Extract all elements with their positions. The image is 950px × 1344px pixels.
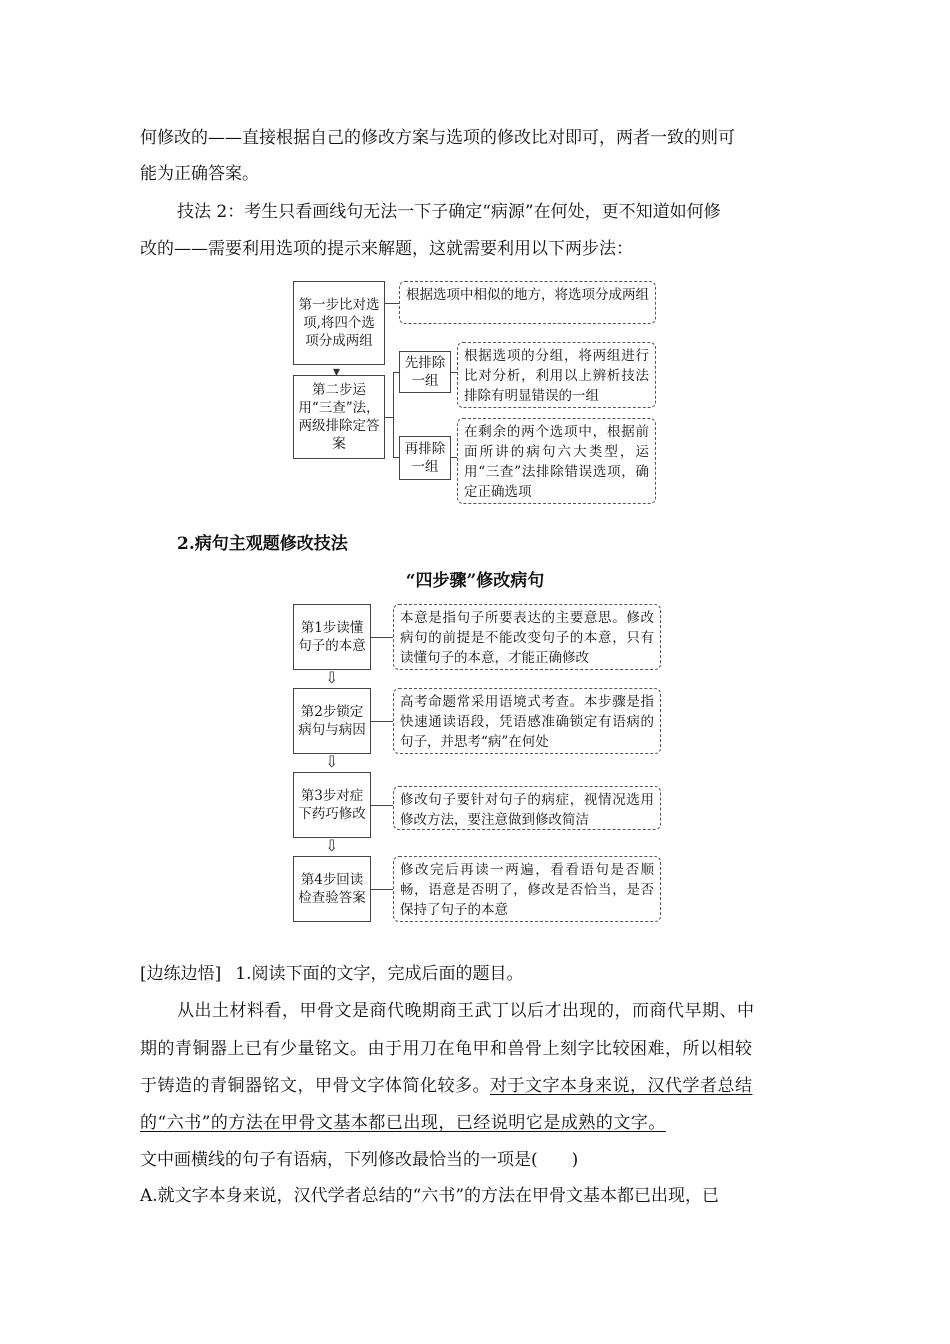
intro-line-2: 能为正确答案。 — [140, 164, 259, 184]
first-exclude-desc-box: 根据选项的分组，将两组进行比对分析，利用以上辨析技法排除有明显错误的一组 — [457, 342, 656, 408]
step2-box: 第二步运用“三查”法，两级排除定答案 — [293, 375, 385, 459]
first-exclude-box: 先排除一组 — [399, 351, 451, 393]
passage-line-3 — [140, 1076, 753, 1096]
intro-line-4: 改的——需要利用选项的提示来解题，这就需要利用以下两步法： — [140, 239, 633, 259]
section-heading: 2.病句主观题修改技法 — [177, 534, 348, 554]
connector — [371, 721, 393, 722]
step-desc-box: 修改句子要针对句子的病症，视情况选用修改方法，要注意做到修改简洁 — [393, 786, 661, 830]
connector — [385, 303, 399, 304]
connector — [385, 417, 393, 418]
connector — [393, 372, 394, 457]
step-desc-box: 高考命题常采用语境式考查。本步骤是指快速通读语段，凭语感准确锁定有语病的句子，并思考“病”在何处 — [393, 688, 661, 754]
intro-line-1: 何修改的——直接根据自己的修改方案与选项的修改比对即可，两者一致的则可 — [140, 128, 735, 148]
down-arrow-icon: ⇩ — [325, 752, 339, 771]
second-exclude-box: 再排除一组 — [399, 436, 451, 480]
down-arrow-icon: ⇩ — [325, 668, 339, 687]
step-box: 第1步读懂句子的本意 — [293, 604, 371, 670]
exercise-header — [140, 964, 524, 984]
step-box: 第3步对症下药巧修改 — [293, 772, 371, 838]
step-box: 第4步回读检查验答案 — [293, 856, 371, 922]
exercise-prompt: 1.阅读下面的文字，完成后面的题目。 — [235, 964, 524, 984]
step-desc-box: 修改完后再读一两遍，看看语句是否顺畅，语意是否明了，修改是否恰当，是否保持了句子的本意 — [393, 856, 661, 922]
down-arrow-icon: ▾ — [333, 364, 341, 380]
connector — [371, 889, 393, 890]
question: 文中画横线的句子有语病，下列修改最恰当的一项是( ) — [140, 1150, 579, 1170]
diagram-title: “四步骤”修改病句 — [405, 571, 545, 591]
passage-line-4 — [140, 1113, 666, 1133]
step-desc-box: 本意是指句子所要表达的主要意思。修改病句的前提是不能改变句子的本意，只有读懂句子的本意，才能正确修改 — [393, 604, 661, 670]
exercise-tag: [边练边悟] — [140, 964, 222, 984]
passage-line-2: 期的青铜器上已有少量铭文。由于用刀在龟甲和兽骨上刻字比较困难，所以相较 — [140, 1039, 753, 1059]
intro-line-3: 技法 2：考生只看画线句无法一下子确定“病源”在何处，更不知道如何修 — [177, 202, 721, 222]
connector — [371, 637, 393, 638]
second-exclude-desc-box: 在剩余的两个选项中，根据前面所讲的病句六大类型，运用“三查”法排除错误选项，确定正确选项 — [457, 418, 656, 504]
step1-box: 第一步比对选项,将四个选项分成两组 — [293, 281, 385, 365]
step1-desc-box: 根据选项中相似的地方，将选项分成两组 — [399, 281, 656, 324]
option-a: A.就文字本身来说，汉代学者总结的“六书”的方法在甲骨文基本都已出现，已 — [140, 1186, 720, 1206]
underlined-sentence: 的“六书”的方法在甲骨文基本都已出现，已经说明它是成熟的文字。 — [140, 1113, 666, 1133]
down-arrow-icon: ⇩ — [325, 836, 339, 855]
passage-text: 于铸造的青铜器铭文，甲骨文字体简化较多。 — [140, 1076, 490, 1096]
passage-line-1: 从出土材料看，甲骨文是商代晚期商王武丁以后才出现的，而商代早期、中 — [177, 1001, 755, 1021]
connector — [371, 805, 393, 806]
step-box: 第2步锁定病句与病因 — [293, 688, 371, 754]
underlined-sentence: 对于文字本身来说，汉代学者总结 — [490, 1076, 753, 1096]
